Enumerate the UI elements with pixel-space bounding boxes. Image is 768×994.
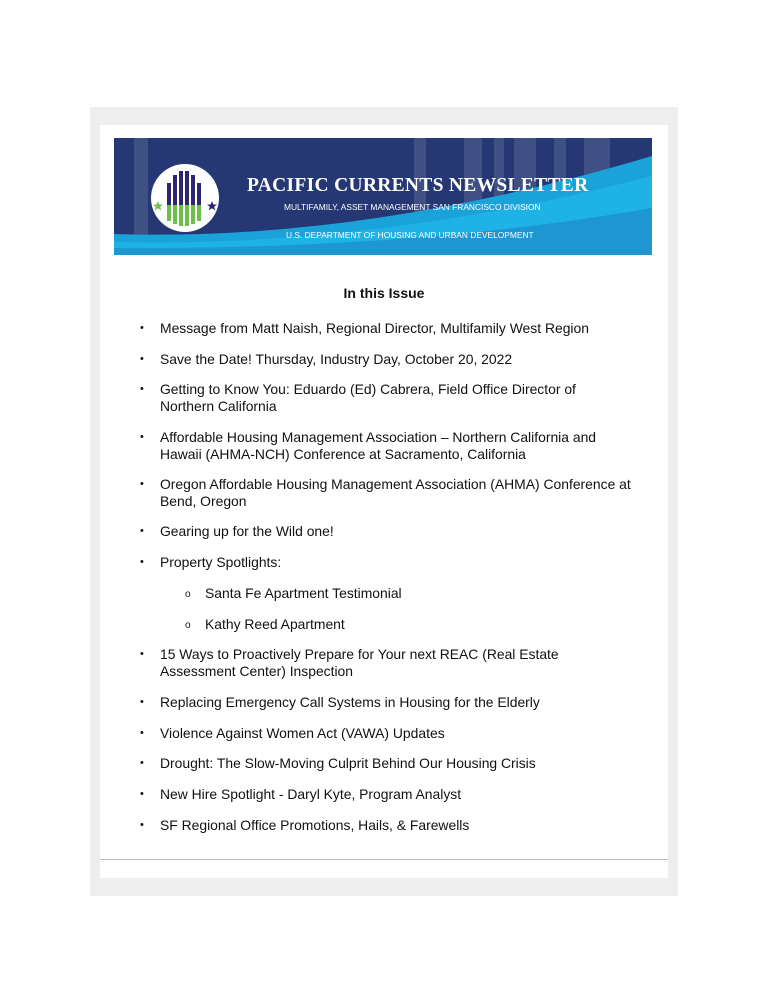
toc-heading: In this Issue [343, 285, 425, 301]
newsletter-title: PACIFIC CURRENTS NEWSLETTER [247, 175, 589, 196]
bullet-icon: • [140, 727, 144, 739]
toc-item [140, 381, 660, 415]
toc-item [140, 646, 660, 680]
toc-item-line: Northern California [160, 398, 277, 414]
newsletter-department: U.S. DEPARTMENT OF HOUSING AND URBAN DEVELOPMENT [286, 230, 534, 240]
newsletter-page [100, 125, 668, 878]
toc-item [140, 476, 660, 510]
toc-item [140, 694, 660, 711]
bullet-icon: • [140, 383, 144, 395]
toc-item-line: Property Spotlights: [160, 554, 282, 570]
sub-bullet-icon: o [185, 620, 191, 631]
toc-item-line: Kathy Reed Apartment [205, 616, 345, 632]
toc-item-line: Oregon Affordable Housing Management Association (AHMA) Conference at [160, 476, 631, 492]
toc-item-line: Save the Date! Thursday, Industry Day, October 20, 2022 [160, 351, 513, 367]
toc-item-line: Assessment Center) Inspection [160, 663, 354, 679]
toc-item-line: Getting to Know You: Eduardo (Ed) Cabrera, Field Office Director of [160, 381, 576, 397]
bullet-icon: • [140, 353, 144, 365]
sub-bullet-icon: o [185, 589, 191, 600]
bullet-icon: • [140, 788, 144, 800]
bullet-icon: • [140, 322, 144, 334]
toc-item-line: 15 Ways to Proactively Prepare for Your next REAC (Real Estate [160, 646, 559, 662]
toc-list [100, 125, 668, 859]
toc-subitem [185, 616, 655, 633]
toc-item [140, 351, 660, 368]
page-divider [100, 859, 668, 860]
bullet-icon: • [140, 757, 144, 769]
toc-item-line: Santa Fe Apartment Testimonial [205, 585, 402, 601]
toc-item [140, 755, 660, 772]
toc-item-line: Replacing Emergency Call Systems in Housing for the Elderly [160, 694, 540, 710]
toc-subitem [185, 585, 655, 602]
bullet-icon: • [140, 556, 144, 568]
newsletter-frame [90, 107, 678, 896]
bullet-icon: • [140, 431, 144, 443]
toc-item [140, 786, 660, 803]
toc-item-line: Affordable Housing Management Association – Northern California and [160, 429, 597, 445]
toc-item-line: SF Regional Office Promotions, Hails, & Farewells [160, 817, 470, 833]
bullet-icon: • [140, 819, 144, 831]
toc-item [140, 429, 660, 463]
bullet-icon: • [140, 696, 144, 708]
toc-item-line: Violence Against Women Act (VAWA) Updates [160, 725, 445, 741]
toc-item [140, 817, 660, 834]
toc-item [140, 320, 660, 337]
toc-item-line: Bend, Oregon [160, 493, 247, 509]
bullet-icon: • [140, 478, 144, 490]
toc-item-line: Hawaii (AHMA-NCH) Conference at Sacramento, California [160, 446, 526, 462]
toc-item-line: Gearing up for the Wild one! [160, 523, 334, 539]
toc-item-line: Message from Matt Naish, Regional Director, Multifamily West Region [160, 320, 589, 336]
toc-item-line: New Hire Spotlight - Daryl Kyte, Program Analyst [160, 786, 462, 802]
toc-item [140, 725, 660, 742]
bullet-icon: • [140, 525, 144, 537]
toc-item [140, 523, 660, 540]
newsletter-division: MULTIFAMILY, ASSET MANAGEMENT SAN FRANCISCO DIVISION [284, 202, 541, 212]
bullet-icon: • [140, 648, 144, 660]
toc-item [140, 554, 660, 571]
toc-item-line: Drought: The Slow-Moving Culprit Behind Our Housing Crisis [160, 755, 536, 771]
